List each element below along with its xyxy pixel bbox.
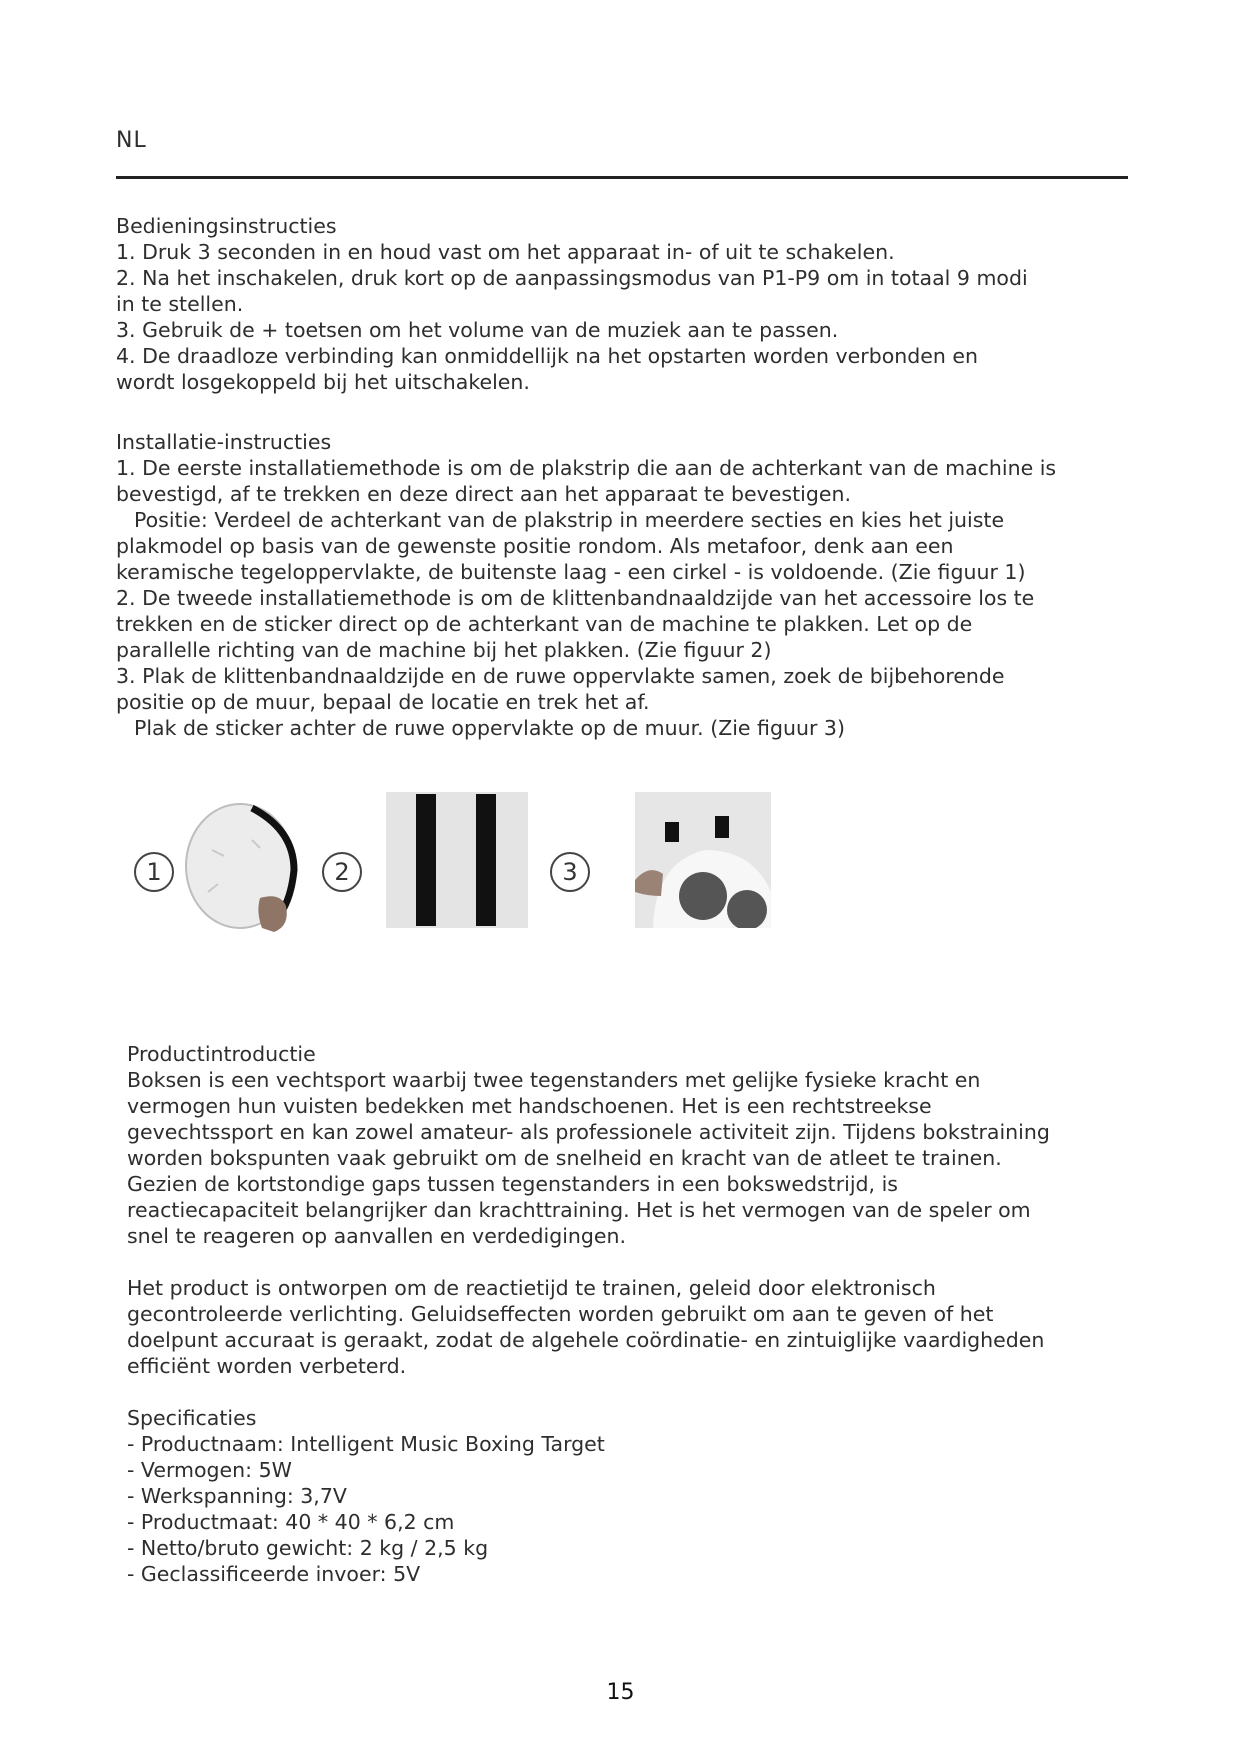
installation-line: 1. De eerste installatiemethode is om de plakstrip die aan de achterkant van de machine is [116, 456, 1057, 480]
product-line: snel te reageren op aanvallen en verdedigingen. [127, 1224, 627, 1248]
figure-3-label: 3 [550, 852, 590, 892]
figure-2-image [386, 792, 528, 928]
product-line: gecontroleerde verlichting. Geluidseffecten worden gebruikt om aan te geven of het [127, 1302, 994, 1326]
operation-line: 3. Gebruik de + toetsen om het volume van de muziek aan te passen. [116, 318, 839, 342]
specs-title: Specificaties [127, 1406, 257, 1430]
installation-line: keramische tegeloppervlakte, de buitenste laag - een cirkel - is voldoende. (Zie figuur 1) [116, 560, 1026, 584]
spec-item: - Netto/bruto gewicht: 2 kg / 2,5 kg [127, 1536, 489, 1560]
installation-title: Installatie-instructies [116, 430, 332, 454]
product-line: reactiecapaciteit belangrijker dan krachttraining. Het is het vermogen van de speler om [127, 1198, 1031, 1222]
operation-line: 4. De draadloze verbinding kan onmiddellijk na het opstarten worden verbonden en [116, 344, 979, 368]
spec-item: - Geclassificeerde invoer: 5V [127, 1562, 421, 1586]
product-line: Boksen is een vechtsport waarbij twee tegenstanders met gelijke fysieke kracht en [127, 1068, 981, 1092]
operation-line: in te stellen. [116, 292, 244, 316]
product-line: efficiënt worden verbeterd. [127, 1354, 407, 1378]
spec-item: - Vermogen: 5W [127, 1458, 292, 1482]
figure-1-label: 1 [134, 852, 174, 892]
product-section [127, 1041, 1050, 1587]
operation-section [116, 213, 1028, 395]
operation-line: 2. Na het inschakelen, druk kort op de aanpassingsmodus van P1-P9 om in totaal 9 modi [116, 266, 1028, 290]
installation-line: trekken en de sticker direct op de achterkant van de machine te plakken. Let op de [116, 612, 973, 636]
language-label: NL [116, 128, 147, 153]
installation-line: parallelle richting van de machine bij het plakken. (Zie figuur 2) [116, 638, 772, 662]
installation-line: bevestigd, af te trekken en deze direct aan het apparaat te bevestigen. [116, 482, 851, 506]
installation-line: plakmodel op basis van de gewenste positie rondom. Als metafoor, denk aan een [116, 534, 954, 558]
product-line: vermogen hun vuisten bedekken met handschoenen. Het is een rechtstreekse [127, 1094, 932, 1118]
operation-line: 1. Druk 3 seconden in en houd vast om het apparaat in- of uit te schakelen. [116, 240, 895, 264]
product-line: gevechtssport en kan zowel amateur- als professionele activiteit zijn. Tijdens bokstraining [127, 1120, 1050, 1144]
installation-section [116, 429, 1056, 741]
operation-title: Bedieningsinstructies [116, 214, 337, 238]
spec-item: - Productmaat: 40 * 40 * 6,2 cm [127, 1510, 455, 1534]
product-title: Productintroductie [127, 1042, 316, 1066]
spec-item: - Werkspanning: 3,7V [127, 1484, 347, 1508]
header-divider [116, 176, 1128, 179]
page-number: 15 [606, 1680, 635, 1705]
installation-line: Plak de sticker achter de ruwe oppervlakte op de muur. (Zie figuur 3) [134, 716, 845, 740]
installation-line: Positie: Verdeel de achterkant van de plakstrip in meerdere secties en kies het juiste [134, 508, 1005, 532]
figure-1-image [182, 800, 302, 935]
installation-line: 3. Plak de klittenbandnaaldzijde en de ruwe oppervlakte samen, zoek de bijbehorende [116, 664, 1005, 688]
product-line: worden bokspunten vaak gebruikt om de snelheid en kracht van de atleet te trainen. [127, 1146, 1002, 1170]
product-line: Het product is ontworpen om de reactietijd te trainen, geleid door elektronisch [127, 1276, 936, 1300]
installation-line: positie op de muur, bepaal de locatie en trek het af. [116, 690, 650, 714]
figure-3-image [635, 792, 771, 928]
product-line: Gezien de kortstondige gaps tussen tegenstanders in een bokswedstrijd, is [127, 1172, 898, 1196]
figure-2-label: 2 [322, 852, 362, 892]
operation-line: wordt losgekoppeld bij het uitschakelen. [116, 370, 530, 394]
installation-line: 2. De tweede installatiemethode is om de klittenbandnaaldzijde van het accessoire los te [116, 586, 1035, 610]
spec-item: - Productnaam: Intelligent Music Boxing Target [127, 1432, 605, 1456]
product-line: doelpunt accuraat is geraakt, zodat de algehele coördinatie- en zintuiglijke vaardigheden [127, 1328, 1045, 1352]
installation-figures [130, 792, 790, 942]
